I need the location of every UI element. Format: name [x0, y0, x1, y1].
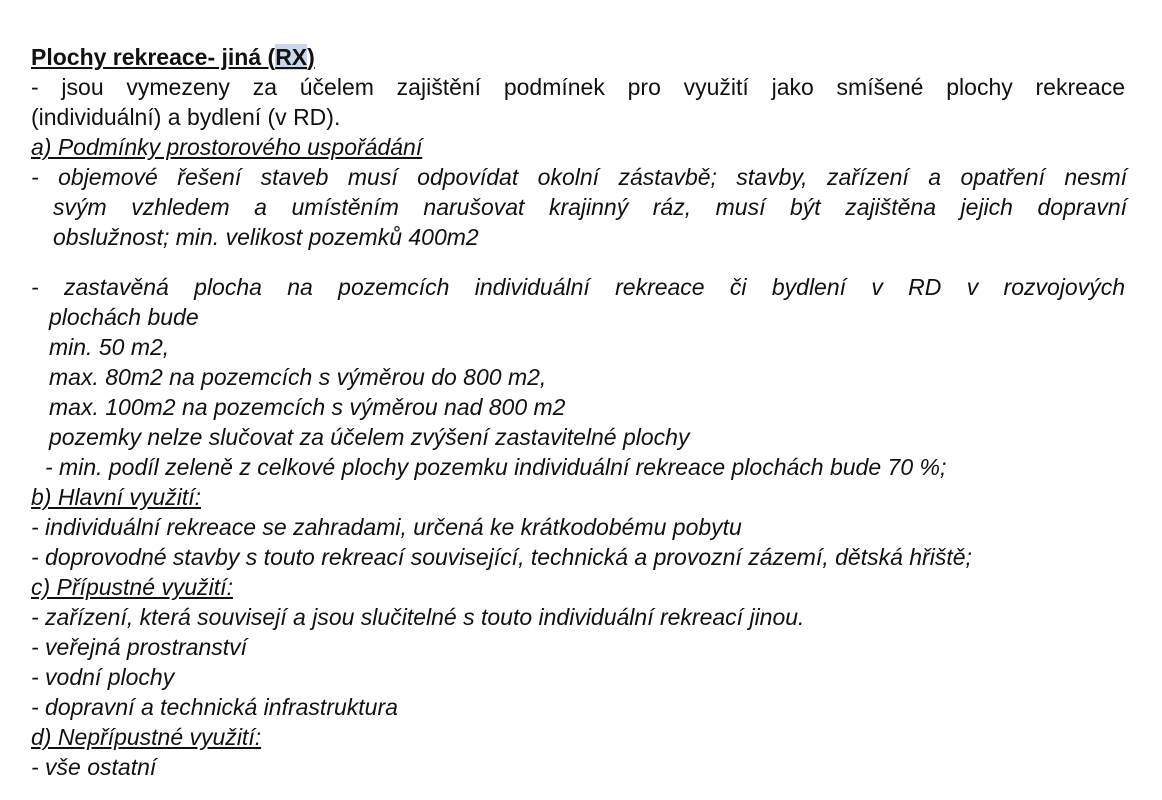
section-a-title: a) Podmínky prostorového uspořádání	[31, 134, 423, 160]
section-a-p1-line-1: - objemové řešení staveb musí odpovídat okolní zástavbě; stavby, zařízení a opatření nesmí	[31, 164, 1127, 190]
section-c-title: c) Přípustné využití:	[31, 574, 233, 600]
section-c-item-4: - dopravní a technická infrastruktura	[31, 694, 398, 720]
section-a-p2-line-2: plochách bude	[49, 304, 199, 330]
section-a-p2-line-5: max. 100m2 na pozemcích s výměrou nad 800 m2	[49, 394, 566, 420]
section-b-title: b) Hlavní využití:	[31, 484, 201, 510]
heading-text: Plochy rekreace- jiná (	[31, 44, 276, 70]
section-c-item-3: - vodní plochy	[31, 664, 175, 690]
heading-code-highlight: RX	[275, 44, 308, 70]
intro-line-1: - jsou vymezeny za účelem zajištění podmínek pro využití jako smíšené plochy rekreace	[31, 74, 1125, 100]
heading-close: )	[307, 44, 315, 70]
section-a-p1-line-2: svým vzhledem a umístěním narušovat krajinný ráz, musí být zajištěna jejich dopravní	[53, 194, 1127, 220]
section-a-p2-line-3: min. 50 m2,	[49, 334, 170, 360]
section-a-p2-line-4: max. 80m2 na pozemcích s výměrou do 800 m2,	[49, 364, 547, 390]
intro-line-2: (individuální) a bydlení (v RD).	[31, 104, 341, 130]
section-heading	[31, 42, 315, 72]
section-d-item-1: - vše ostatní	[31, 754, 157, 780]
section-a-p2-line-7: - min. podíl zeleně z celkové plochy pozemku individuální rekreace plochách bude 70 %;	[45, 454, 947, 480]
section-a-p1-line-3: obslužnost; min. velikost pozemků 400m2	[53, 224, 479, 250]
section-a-p2-line-6: pozemky nelze slučovat za účelem zvýšení zastavitelné plochy	[49, 424, 690, 450]
section-d-title: d) Nepřípustné využití:	[31, 724, 262, 750]
section-b-item-1: - individuální rekreace se zahradami, určená ke krátkodobému pobytu	[31, 514, 742, 540]
section-c-item-2: - veřejná prostranství	[31, 634, 248, 660]
section-c-item-1: - zařízení, která souvisejí a jsou slučitelné s touto individuální rekreací jinou.	[31, 604, 805, 630]
section-b-item-2: - doprovodné stavby s touto rekreací související, technická a provozní zázemí, dětská hřiště;	[31, 544, 972, 570]
section-a-p2-line-1: - zastavěná plocha na pozemcích individuální rekreace či bydlení v RD v rozvojových	[31, 274, 1125, 300]
